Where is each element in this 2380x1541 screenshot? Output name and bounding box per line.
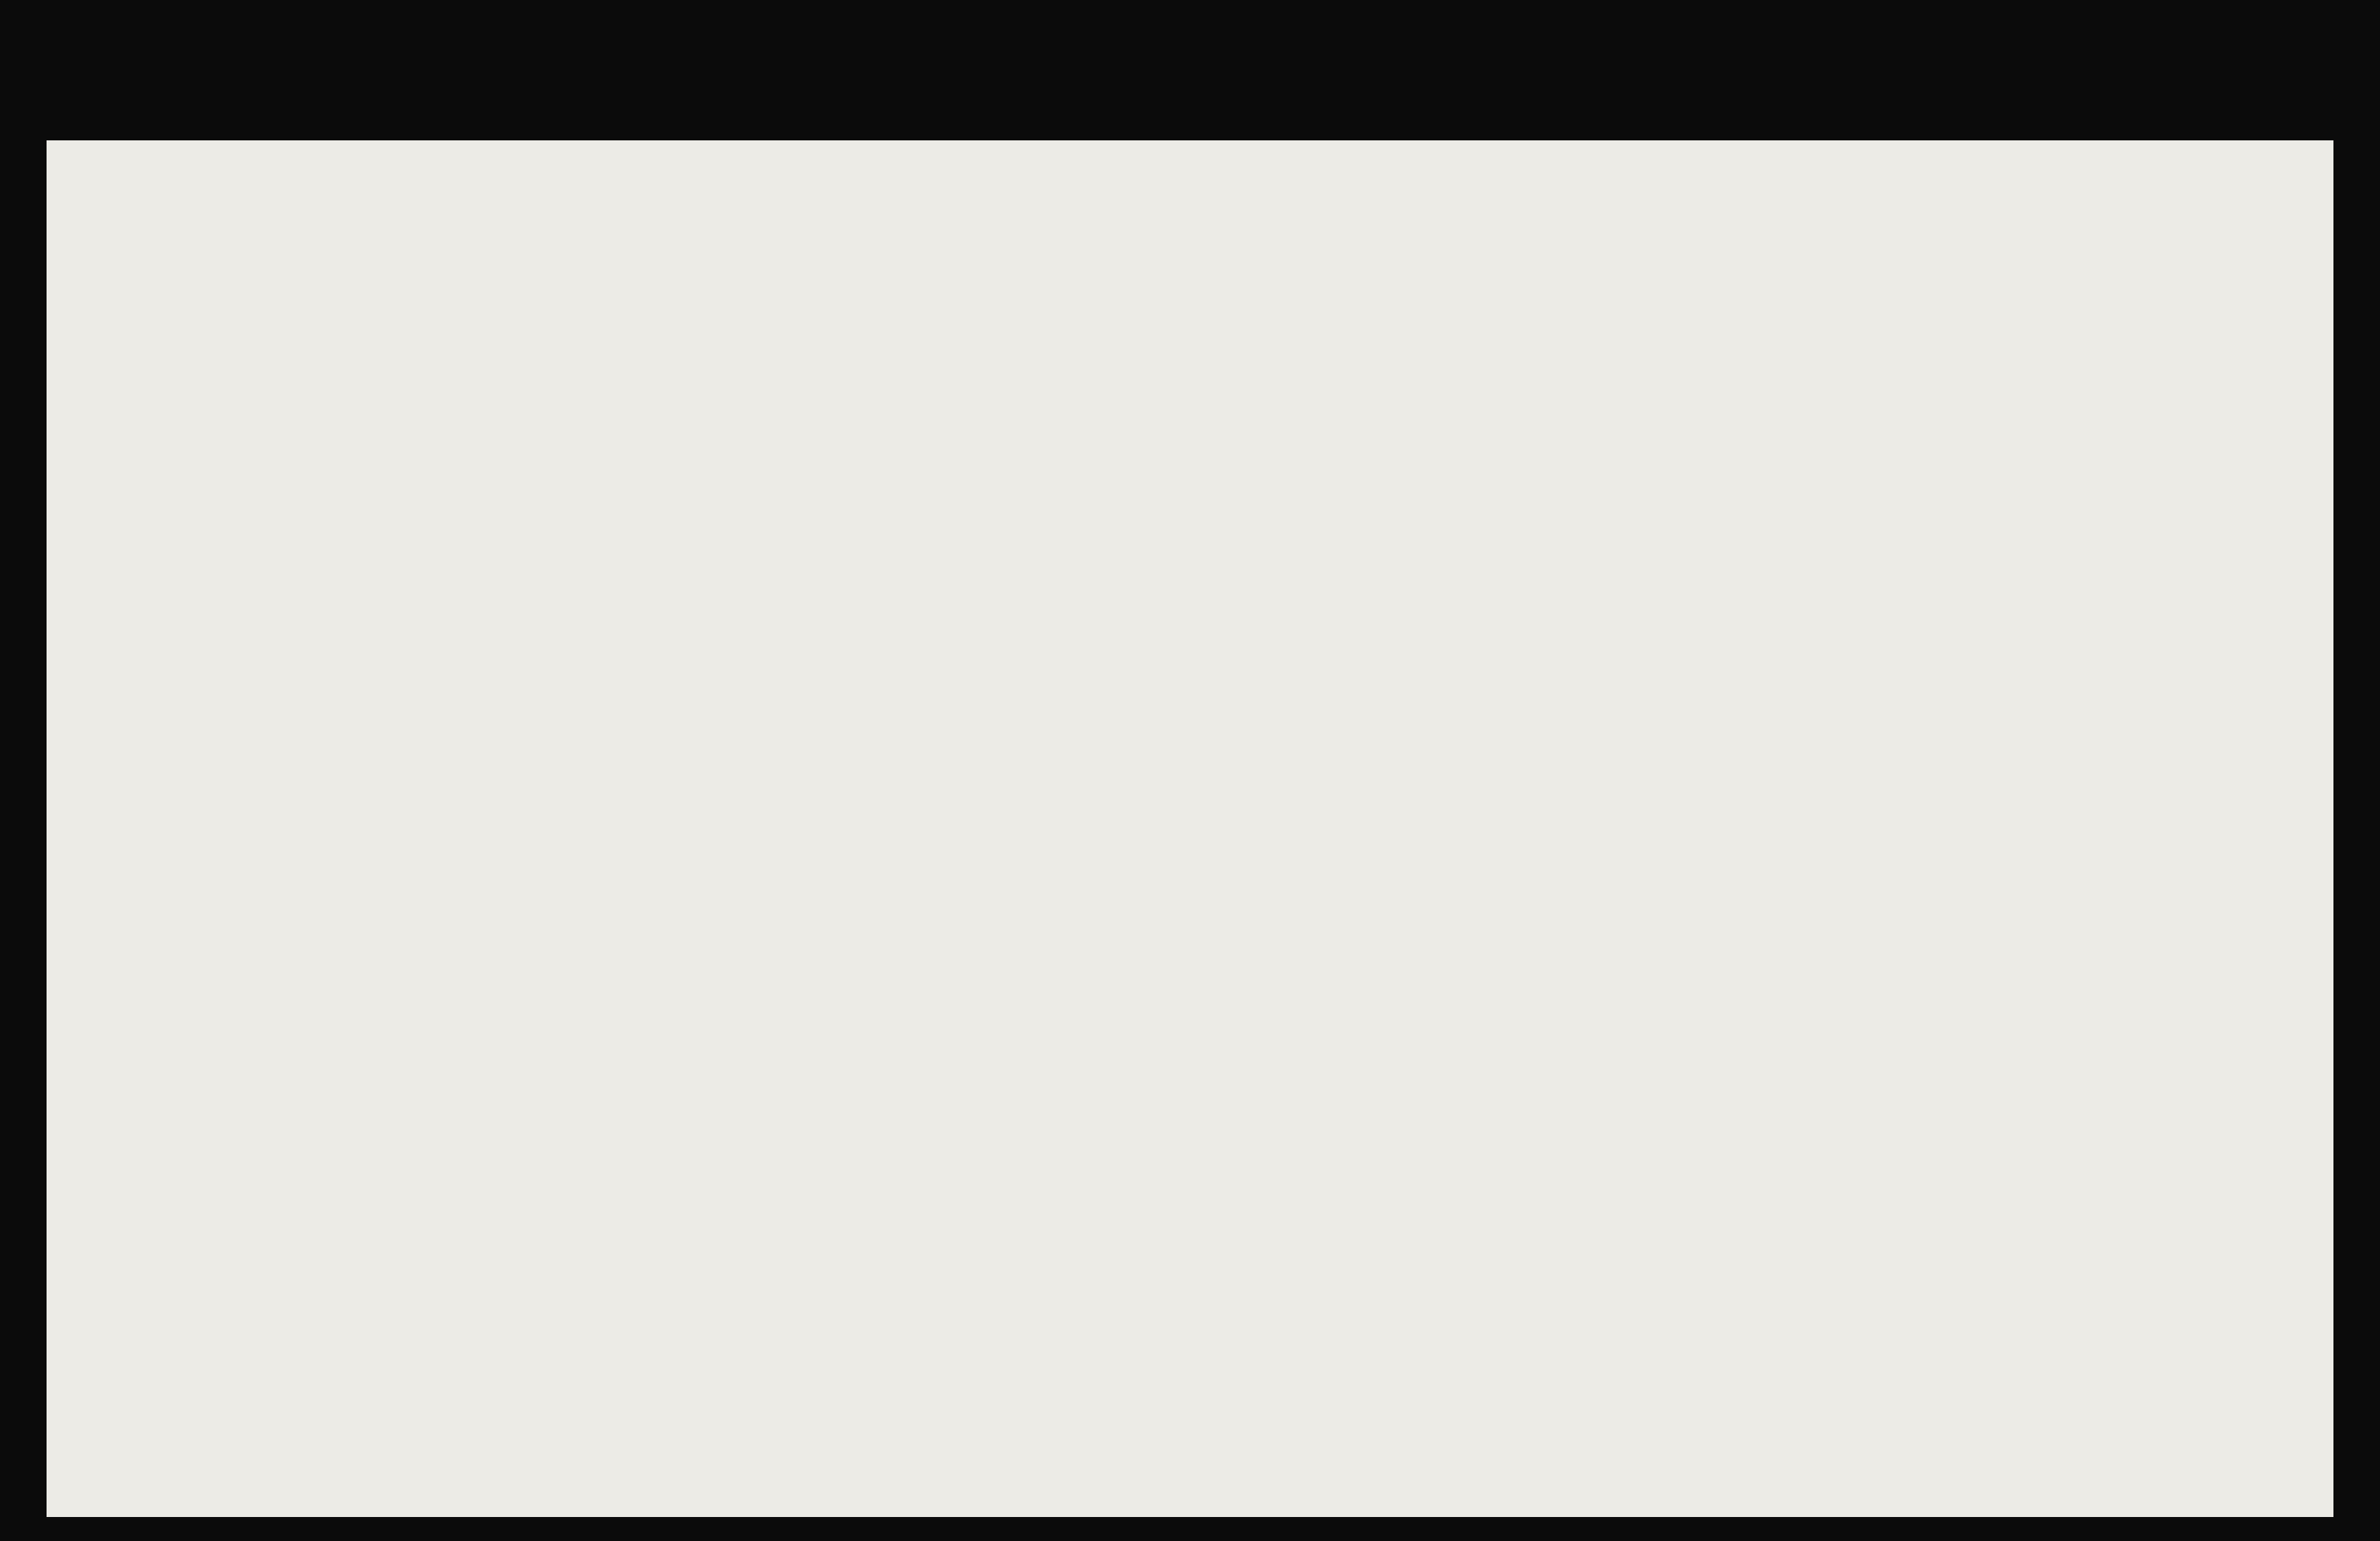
census-form-sheet bbox=[47, 140, 2333, 1517]
